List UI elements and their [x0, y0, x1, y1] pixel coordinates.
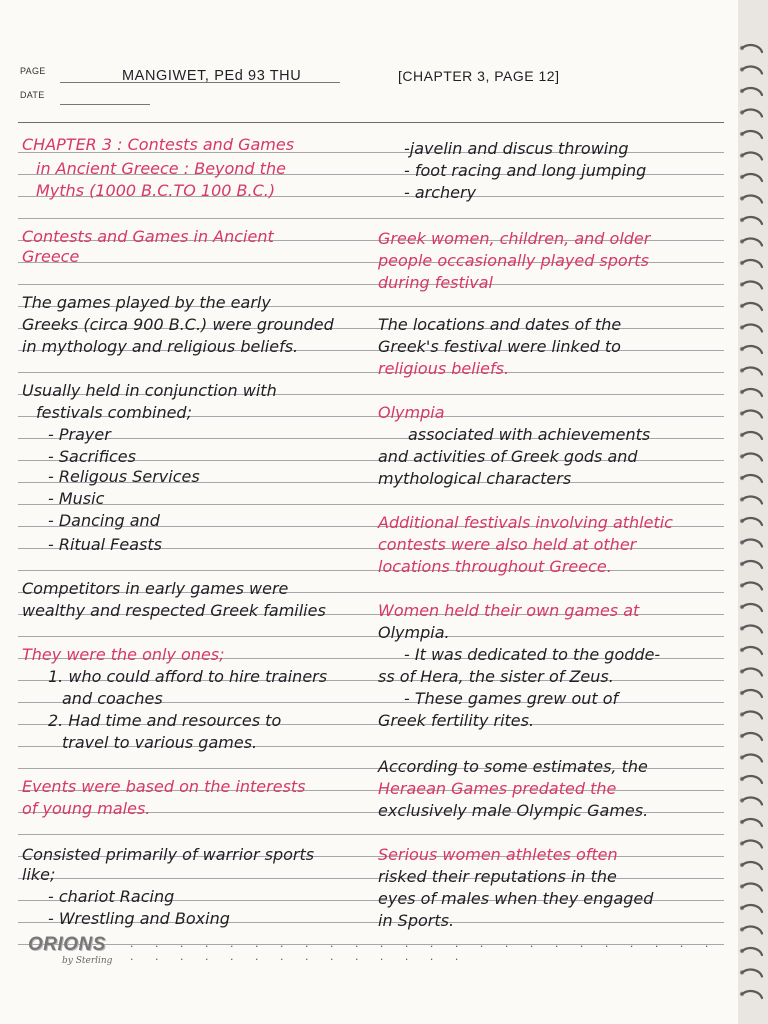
ruled-line [18, 218, 724, 219]
spiral-coil [742, 411, 762, 418]
spiral-coil [742, 88, 762, 95]
spiral-coil [742, 239, 762, 246]
note-line: Women held their own games at [378, 601, 640, 620]
spiral-coil [742, 905, 762, 912]
ruled-line [18, 570, 724, 571]
spiral-coil [742, 991, 762, 998]
note-line: and activities of Greek gods and [378, 447, 638, 466]
list-item: - Ritual Feasts [48, 535, 162, 554]
note-line: associated with achievements [408, 425, 651, 444]
date-underline [60, 104, 150, 105]
note-line: religious beliefs. [378, 359, 510, 378]
spiral-coil [742, 540, 762, 547]
note-line: Greek's festival were linked to [378, 337, 621, 356]
ruled-line [18, 372, 724, 373]
spiral-coil [742, 260, 762, 267]
note-line: risked their reputations in the [378, 867, 617, 886]
note-line: in mythology and religious beliefs. [22, 337, 299, 356]
spiral-coil [742, 497, 762, 504]
ruled-line [18, 834, 724, 835]
spiral-coil [742, 862, 762, 869]
note-line: festivals combined; [36, 403, 192, 422]
spiral-coil [742, 647, 762, 654]
note-line: in Ancient Greece : Beyond the [36, 159, 286, 178]
note-line: The games played by the early [22, 293, 271, 312]
spiral-coil [742, 303, 762, 310]
note-line: Olympia. [378, 623, 450, 642]
spiral-coil [742, 454, 762, 461]
spiral-coil [742, 217, 762, 224]
note-line: Olympia [378, 403, 445, 422]
list-item: travel to various games. [62, 733, 258, 752]
list-item: - These games grew out of [404, 689, 619, 708]
date-label: DATE [20, 90, 45, 100]
list-item: - chariot Racing [48, 887, 175, 906]
note-line: Myths (1000 B.C.TO 100 B.C.) [36, 181, 276, 200]
note-line: eyes of males when they engaged [378, 889, 654, 908]
list-item: 2. Had time and resources to [48, 711, 282, 730]
note-line: Competitors in early games were [22, 579, 289, 598]
list-item: - Dancing and [48, 511, 160, 530]
header-divider [18, 122, 724, 123]
note-line: Greeks (circa 900 B.C.) were grounded [22, 315, 334, 334]
spiral-coil [742, 884, 762, 891]
spiral-coil [742, 475, 762, 482]
note-line: The locations and dates of the [378, 315, 622, 334]
spiral-coil [742, 131, 762, 138]
spiral-coil [742, 174, 762, 181]
spiral-coil [742, 712, 762, 719]
list-item: - Wrestling and Boxing [48, 909, 230, 928]
brand-logo: ORIONS [28, 934, 106, 955]
chapter-page-reference: [CHAPTER 3, PAGE 12] [398, 68, 560, 84]
brand-subtitle: by Sterling [62, 956, 113, 966]
list-item: Greek fertility rites. [378, 711, 535, 730]
spiral-coil [742, 561, 762, 568]
spiral-coil [742, 432, 762, 439]
spiral-binding [738, 0, 768, 1024]
spiral-coil [742, 819, 762, 826]
list-item: -javelin and discus throwing [404, 139, 629, 158]
note-line: exclusively male Olympic Games. [378, 801, 649, 820]
spiral-coil [742, 153, 762, 160]
note-line: Usually held in conjunction with [22, 381, 277, 400]
spiral-coil [742, 282, 762, 289]
list-item: - Prayer [48, 425, 111, 444]
note-line: Greece [22, 247, 80, 266]
note-line: people occasionally played sports [378, 251, 649, 270]
spiral-coil [742, 389, 762, 396]
note-line: locations throughout Greece. [378, 557, 612, 576]
spiral-coil [742, 927, 762, 934]
note-line: during festival [378, 273, 493, 292]
spiral-coil [742, 626, 762, 633]
list-item: - foot racing and long jumping [404, 161, 647, 180]
note-line: in Sports. [378, 911, 455, 930]
spiral-coil [742, 776, 762, 783]
list-item: ss of Hera, the sister of Zeus. [378, 667, 614, 686]
student-name-section: MANGIWET, PEd 93 THU [122, 68, 302, 84]
note-line: mythological characters [378, 469, 572, 488]
note-line: They were the only ones; [22, 645, 225, 664]
spiral-coil [742, 755, 762, 762]
spiral-coil [742, 346, 762, 353]
page-label: PAGE [20, 66, 46, 76]
spiral-coil [742, 798, 762, 805]
spiral-coil [742, 690, 762, 697]
spiral-coil [742, 325, 762, 332]
list-item: - archery [404, 183, 477, 202]
note-line: Additional festivals involving athletic [378, 513, 673, 532]
spiral-coil [742, 604, 762, 611]
footer-dot-rule: . . . . . . . . . . . . . . . . . . . . . . . . . . . . . . . . . . . . . . [130, 937, 718, 963]
note-line: Consisted primarily of warrior sports [22, 845, 315, 864]
ruled-line [18, 636, 724, 637]
spiral-coil [742, 583, 762, 590]
note-line: Heraean Games predated the [378, 779, 617, 798]
spiral-coil [742, 518, 762, 525]
spiral-coil [742, 368, 762, 375]
spiral-coil [742, 196, 762, 203]
spiral-coil [742, 110, 762, 117]
spiral-coil [742, 67, 762, 74]
list-item: - Music [48, 489, 105, 508]
spiral-coil [742, 948, 762, 955]
ruled-line [18, 878, 724, 879]
note-line: Events were based on the interests [22, 777, 306, 796]
note-line: Greek women, children, and older [378, 229, 651, 248]
spiral-coil [742, 733, 762, 740]
spiral-coil [742, 45, 762, 52]
spiral-coil [742, 669, 762, 676]
note-line: According to some estimates, the [378, 757, 648, 776]
list-item: 1. who could afford to hire trainers [48, 667, 328, 686]
list-item: - It was dedicated to the godde- [404, 645, 661, 664]
spiral-coil [742, 841, 762, 848]
list-item: - Religous Services [48, 467, 200, 486]
note-line: Serious women athletes often [378, 845, 618, 864]
ruled-line [18, 504, 724, 505]
note-line: wealthy and respected Greek families [22, 601, 326, 620]
note-line: contests were also held at other [378, 535, 637, 554]
note-line: like; [22, 865, 56, 884]
spiral-coil [742, 970, 762, 977]
ruled-line [18, 284, 724, 285]
list-item: and coaches [62, 689, 163, 708]
note-line: CHAPTER 3 : Contests and Games [22, 135, 295, 154]
note-line: of young males. [22, 799, 151, 818]
note-line: Contests and Games in Ancient [22, 227, 274, 246]
list-item: - Sacrifices [48, 447, 136, 466]
